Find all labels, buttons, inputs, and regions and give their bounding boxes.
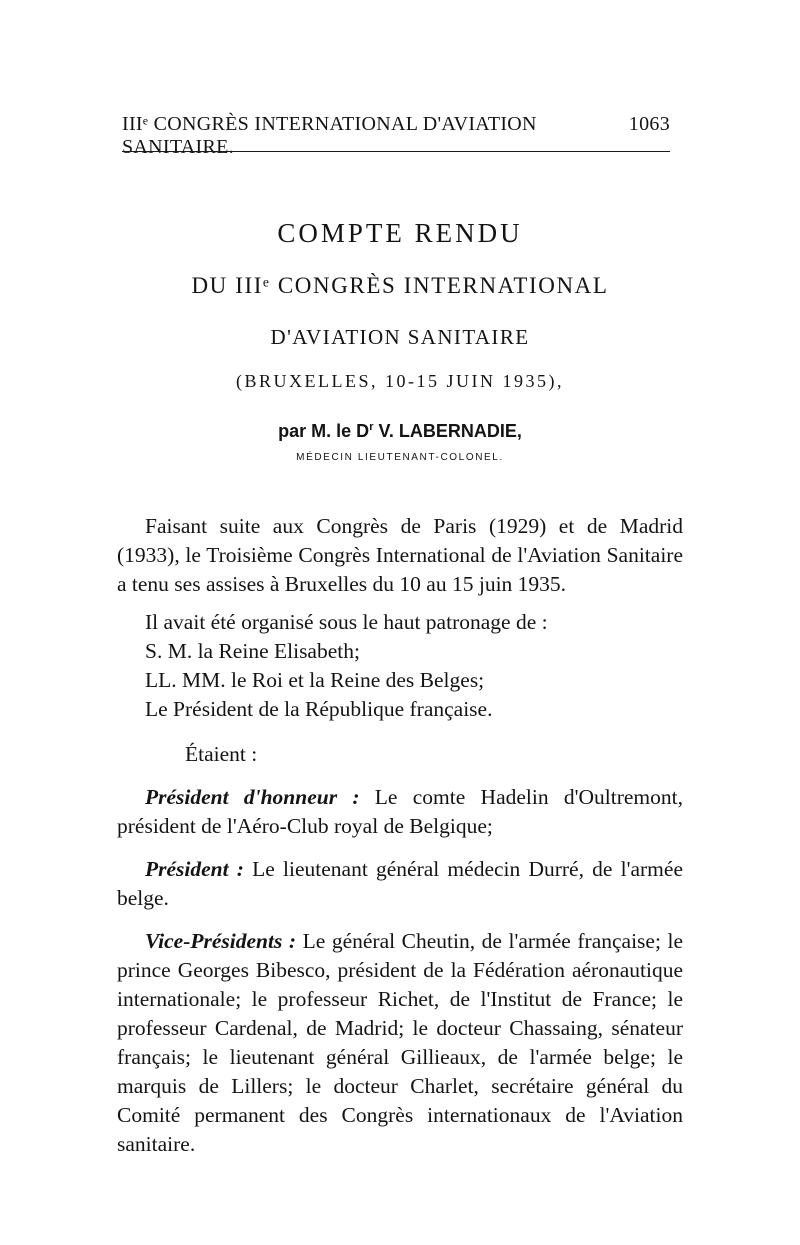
officer-entry <box>117 927 683 1159</box>
body-text <box>117 512 683 1159</box>
title-line-2: DU IIIᵉ CONGRÈS INTERNATIONAL <box>191 273 609 298</box>
officer-role: Président : <box>145 857 244 881</box>
officer-text: Le comte Hadelin d'Oultremont, président de l'Aéro-Club royal de Belgique; <box>117 785 684 838</box>
author-line <box>0 417 800 451</box>
officer-role: Vice-Présidents : <box>145 929 297 953</box>
title-line-1: COMPTE RENDU <box>277 218 523 248</box>
page-number: 1063 <box>628 113 670 135</box>
title-block <box>0 218 800 465</box>
title-line-3: D'AVIATION SANITAIRE <box>270 325 530 349</box>
officer-role: Président d'honneur : <box>145 785 360 809</box>
running-head <box>122 113 670 159</box>
intro-paragraph: Faisant suite aux Congrès de Paris (1929) et de Madrid (1933), le Troisième Congrès International de l'Aviation Sanitaire a tenu ses assises à Bruxelles du 10 au 15 juin 1935. <box>117 514 683 596</box>
running-head-title: IIIᵉ CONGRÈS INTERNATIONAL D'AVIATION SANITAIRE. <box>122 113 537 158</box>
officer-entry <box>117 855 683 913</box>
author-rank: MÉDECIN LIEUTENANT-COLONEL. <box>296 452 504 463</box>
author-prefix: par M. le D <box>278 421 370 441</box>
patronage-intro: Il avait été organisé sous le haut patronage de : <box>145 610 548 634</box>
author-name: V. LABERNADIE, <box>373 421 522 441</box>
patron-item: S. M. la Reine Elisabeth; <box>145 639 360 663</box>
officer-text: Le lieutenant général médecin Durré, de l'armée belge. <box>117 857 683 910</box>
patron-item: LL. MM. le Roi et la Reine des Belges; <box>145 668 485 692</box>
header-rule <box>122 151 670 152</box>
title-dates: (BRUXELLES, 10-15 JUIN 1935), <box>236 371 564 391</box>
patron-item: Le Président de la République française. <box>145 697 493 721</box>
officer-entry <box>117 783 683 841</box>
officer-text: Le général Cheutin, de l'armée française; le prince Georges Bibesco, président de la Fédération aéronautique internationale; le professeur Richet, de l'Institut de France; le professeur Cardenal, de Madrid; le docteur Chassaing, sénateur français; le lieutenant général Gillieaux, de l'armée belge; le marquis de Lillers; le docteur Charlet, secrétaire général du Comité permanent des Congrès internationaux de l'Aviation sanitaire. <box>117 929 683 1156</box>
etaient-label: Étaient : <box>185 742 258 766</box>
author-sup: r <box>369 421 374 433</box>
